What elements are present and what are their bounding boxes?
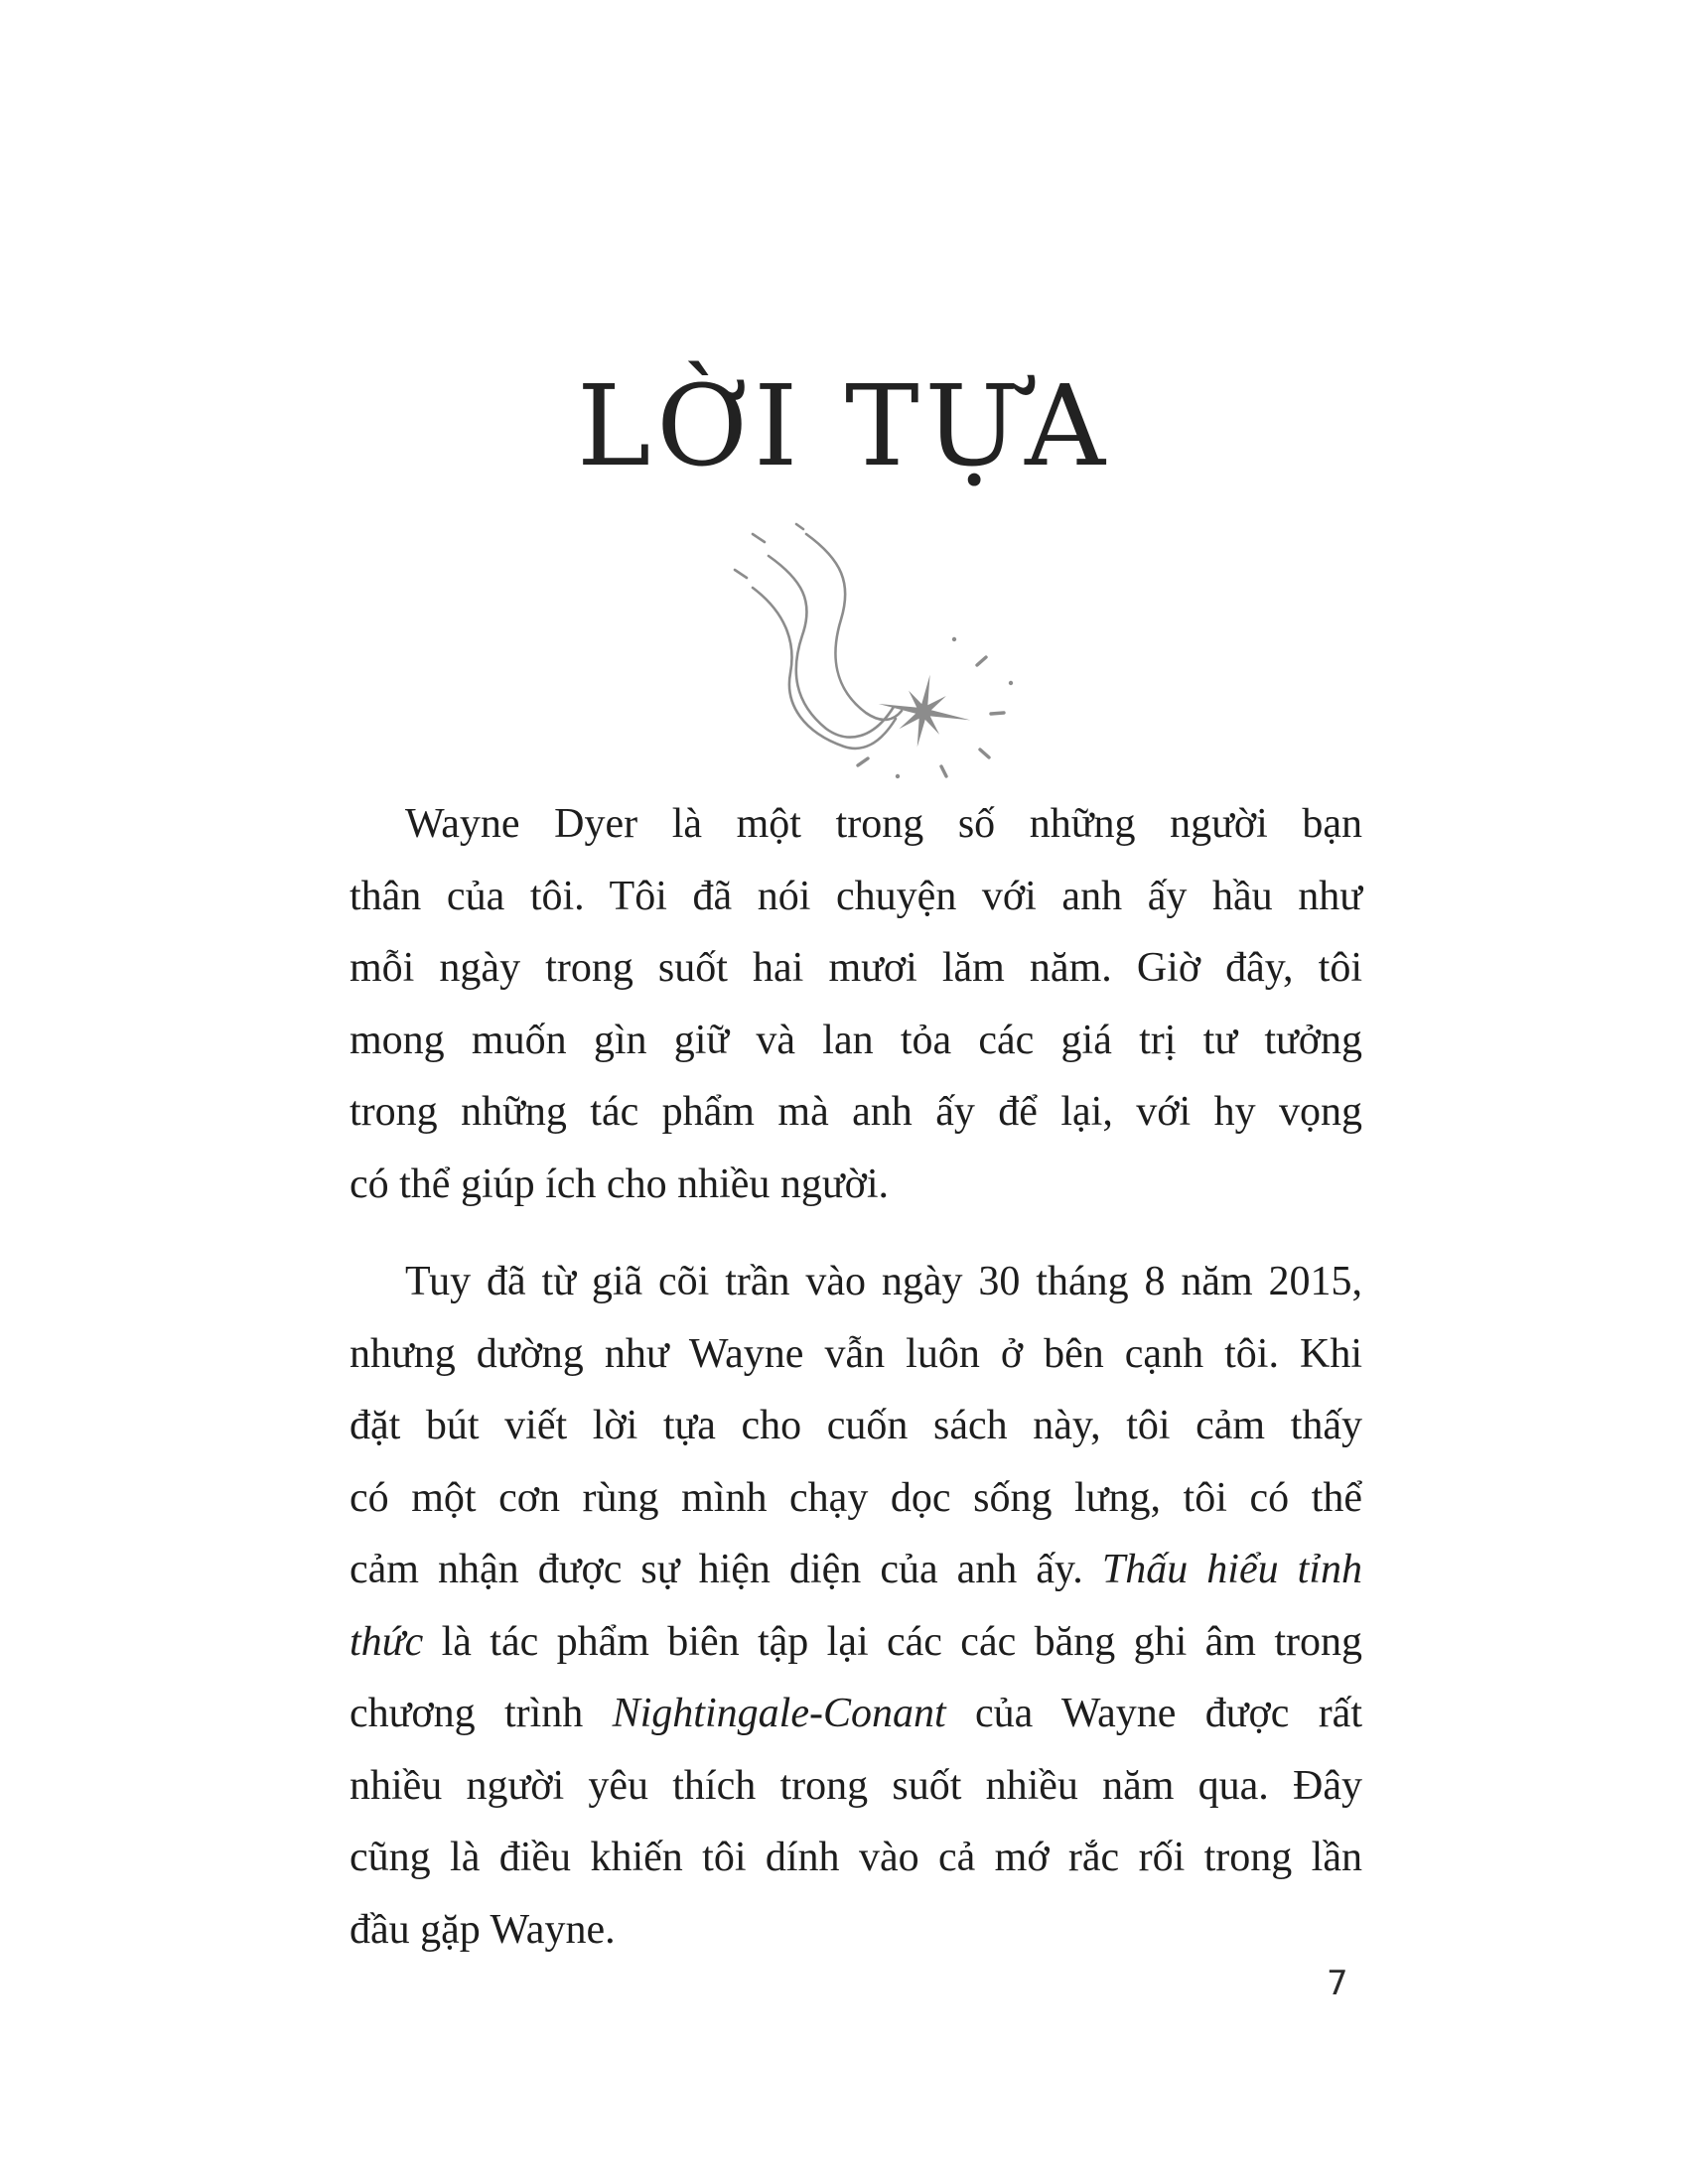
chapter-title: LỜI TỰA [576, 362, 1111, 491]
text-segment: nhiều người yêu thích trong suốt nhiều năm qua. Đây [350, 1762, 1362, 1809]
text-line [350, 861, 1362, 933]
text-line [350, 1462, 1362, 1535]
paragraph [350, 788, 1362, 1220]
italic-text-segment: thức [350, 1618, 424, 1665]
text-segment: có một cơn rùng mình chạy dọc sống lưng, tôi có thể [350, 1474, 1362, 1521]
text-segment: mỗi ngày trong suốt hai mươi lăm năm. Giờ đây, tôi [350, 945, 1362, 991]
shooting-star-illustration [657, 508, 1055, 806]
italic-text-segment: Nightingale-Conant [612, 1691, 946, 1736]
text-segment: là tác phẩm biên tập lại các các băng ghi âm trong [423, 1618, 1362, 1665]
text-line [350, 1894, 1362, 1967]
text-line [350, 788, 1362, 861]
text-segment: Wayne Dyer là một trong số những người bạn [405, 801, 1362, 847]
text-line [350, 1076, 1362, 1149]
text-line [350, 1149, 1362, 1221]
text-line [350, 1390, 1362, 1462]
text-segment: trong những tác phẩm mà anh ấy để lại, với hy vọng [350, 1089, 1362, 1135]
text-segment: đầu gặp Wayne. [350, 1906, 616, 1953]
text-line [350, 1005, 1362, 1077]
text-line [350, 1534, 1362, 1606]
italic-text-segment: Thấu hiểu tỉnh [1101, 1547, 1362, 1592]
text-segment: thân của tôi. Tôi đã nói chuyện với anh ấy hầu như [350, 873, 1362, 919]
text-line [350, 1246, 1362, 1318]
text-line [350, 1822, 1362, 1894]
shooting-star-icon [657, 508, 1055, 806]
text-segment: có thể giúp ích cho nhiều người. [350, 1160, 890, 1207]
text-segment: nhưng dường như Wayne vẫn luôn ở bên cạnh tôi. Khi [350, 1330, 1362, 1377]
text-segment: cảm nhận được sự hiện diện của anh ấy. [350, 1547, 1102, 1592]
text-segment: mong muốn gìn giữ và lan tỏa các giá trị tư tưởng [350, 1017, 1362, 1063]
text-line [350, 932, 1362, 1005]
text-line [350, 1678, 1362, 1750]
page-number: 7 [1327, 1964, 1348, 2003]
text-segment: cũng là điều khiến tôi dính vào cả mớ rắc rối trong lần [350, 1835, 1362, 1880]
text-segment: Tuy đã từ giã cõi trần vào ngày 30 tháng 8 năm 2015, [405, 1259, 1362, 1304]
paragraph [350, 1246, 1362, 1966]
text-line [350, 1318, 1362, 1391]
text-segment: đặt bút viết lời tựa cho cuốn sách này, tôi cảm thấy [350, 1403, 1362, 1448]
text-line [350, 1606, 1362, 1679]
text-line [350, 1750, 1362, 1823]
body-text [350, 788, 1362, 1966]
text-segment: của Wayne được rất [945, 1691, 1362, 1736]
text-segment: chương trình [350, 1691, 613, 1736]
